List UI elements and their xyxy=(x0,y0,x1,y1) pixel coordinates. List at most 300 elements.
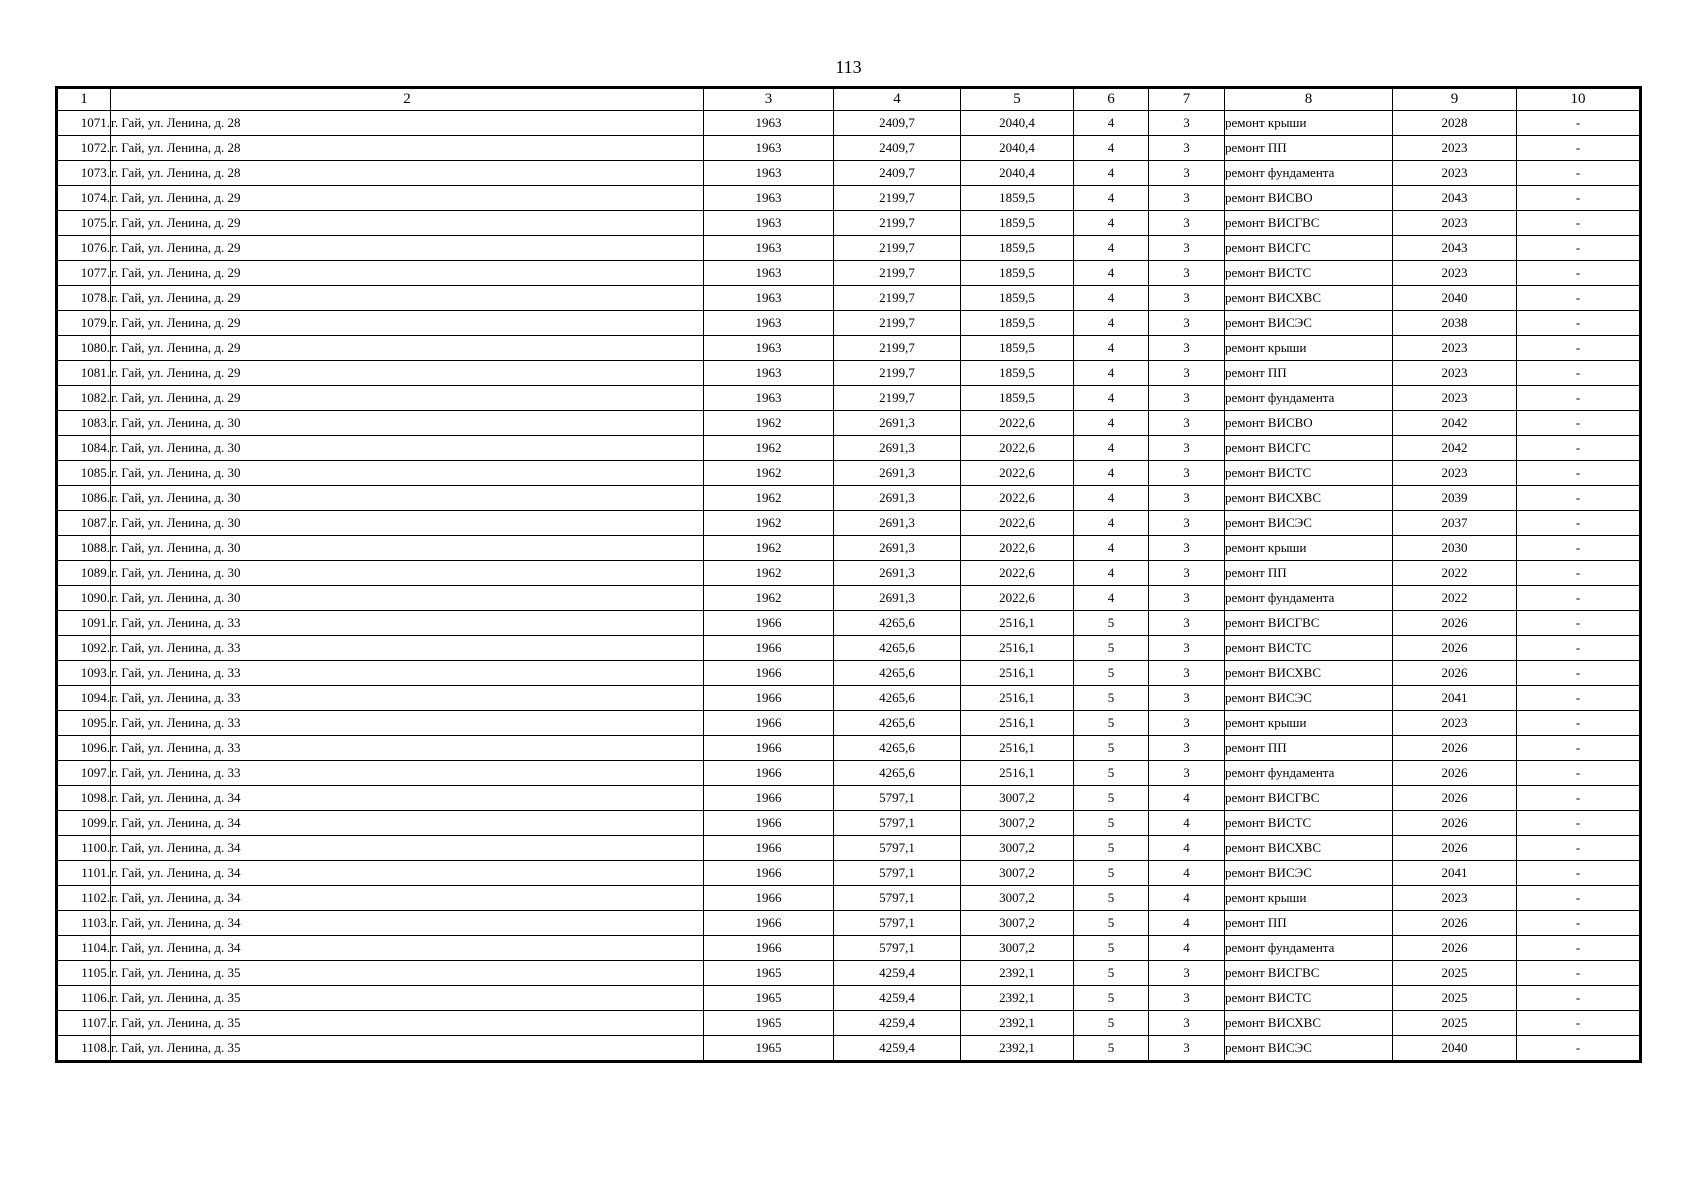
address-cell: г. Гай, ул. Ленина, д. 34 xyxy=(111,836,704,861)
total-area-cell: 4265,6 xyxy=(834,736,961,761)
address-cell: г. Гай, ул. Ленина, д. 35 xyxy=(111,986,704,1011)
year-built-cell: 1966 xyxy=(704,611,834,636)
note-cell: - xyxy=(1517,686,1640,711)
living-area-cell: 3007,2 xyxy=(961,936,1074,961)
floors-cell: 4 xyxy=(1074,261,1149,286)
work-type-cell: ремонт фундамента xyxy=(1225,586,1393,611)
year-built-cell: 1963 xyxy=(704,136,834,161)
living-area-cell: 3007,2 xyxy=(961,836,1074,861)
total-area-cell: 4265,6 xyxy=(834,761,961,786)
work-type-cell: ремонт крыши xyxy=(1225,886,1393,911)
column-header: 5 xyxy=(961,89,1074,111)
floors-cell: 4 xyxy=(1074,561,1149,586)
work-type-cell: ремонт ВИСТС xyxy=(1225,986,1393,1011)
address-cell: г. Гай, ул. Ленина, д. 29 xyxy=(111,236,704,261)
total-area-cell: 2691,3 xyxy=(834,436,961,461)
total-area-cell: 2691,3 xyxy=(834,586,961,611)
note-cell: - xyxy=(1517,586,1640,611)
year-built-cell: 1965 xyxy=(704,986,834,1011)
living-area-cell: 2516,1 xyxy=(961,661,1074,686)
address-cell: г. Гай, ул. Ленина, д. 30 xyxy=(111,586,704,611)
note-cell: - xyxy=(1517,111,1640,136)
work-type-cell: ремонт ВИСХВС xyxy=(1225,286,1393,311)
column-header: 1 xyxy=(58,89,111,111)
row-number-cell: 1104. xyxy=(58,936,111,961)
total-area-cell: 5797,1 xyxy=(834,811,961,836)
total-area-cell: 2199,7 xyxy=(834,311,961,336)
year-built-cell: 1965 xyxy=(704,1036,834,1061)
entrances-cell: 3 xyxy=(1149,136,1225,161)
living-area-cell: 2516,1 xyxy=(961,761,1074,786)
entrances-cell: 3 xyxy=(1149,561,1225,586)
floors-cell: 4 xyxy=(1074,586,1149,611)
planned-year-cell: 2026 xyxy=(1393,786,1517,811)
total-area-cell: 4259,4 xyxy=(834,961,961,986)
planned-year-cell: 2026 xyxy=(1393,736,1517,761)
row-number-cell: 1078. xyxy=(58,286,111,311)
work-type-cell: ремонт ВИСЭС xyxy=(1225,1036,1393,1061)
table-row xyxy=(58,211,1640,236)
note-cell: - xyxy=(1517,386,1640,411)
year-built-cell: 1962 xyxy=(704,561,834,586)
planned-year-cell: 2023 xyxy=(1393,711,1517,736)
entrances-cell: 3 xyxy=(1149,336,1225,361)
row-number-cell: 1083. xyxy=(58,411,111,436)
floors-cell: 4 xyxy=(1074,136,1149,161)
address-cell: г. Гай, ул. Ленина, д. 30 xyxy=(111,461,704,486)
note-cell: - xyxy=(1517,611,1640,636)
entrances-cell: 3 xyxy=(1149,511,1225,536)
living-area-cell: 2022,6 xyxy=(961,586,1074,611)
table-row xyxy=(58,911,1640,936)
planned-year-cell: 2025 xyxy=(1393,986,1517,1011)
total-area-cell: 2199,7 xyxy=(834,186,961,211)
entrances-cell: 3 xyxy=(1149,986,1225,1011)
note-cell: - xyxy=(1517,961,1640,986)
floors-cell: 5 xyxy=(1074,836,1149,861)
entrances-cell: 3 xyxy=(1149,661,1225,686)
entrances-cell: 4 xyxy=(1149,911,1225,936)
row-number-cell: 1089. xyxy=(58,561,111,586)
table-row xyxy=(58,961,1640,986)
year-built-cell: 1963 xyxy=(704,111,834,136)
planned-year-cell: 2023 xyxy=(1393,136,1517,161)
work-type-cell: ремонт ВИСВО xyxy=(1225,411,1393,436)
planned-year-cell: 2037 xyxy=(1393,511,1517,536)
address-cell: г. Гай, ул. Ленина, д. 35 xyxy=(111,1011,704,1036)
work-type-cell: ремонт фундамента xyxy=(1225,386,1393,411)
planned-year-cell: 2025 xyxy=(1393,961,1517,986)
living-area-cell: 1859,5 xyxy=(961,211,1074,236)
year-built-cell: 1966 xyxy=(704,886,834,911)
total-area-cell: 2199,7 xyxy=(834,386,961,411)
year-built-cell: 1963 xyxy=(704,236,834,261)
planned-year-cell: 2023 xyxy=(1393,161,1517,186)
total-area-cell: 4265,6 xyxy=(834,711,961,736)
total-area-cell: 5797,1 xyxy=(834,861,961,886)
work-type-cell: ремонт ВИСТС xyxy=(1225,261,1393,286)
row-number-cell: 1108. xyxy=(58,1036,111,1061)
entrances-cell: 3 xyxy=(1149,111,1225,136)
table-row xyxy=(58,611,1640,636)
floors-cell: 4 xyxy=(1074,536,1149,561)
living-area-cell: 3007,2 xyxy=(961,786,1074,811)
work-type-cell: ремонт ВИСХВС xyxy=(1225,836,1393,861)
work-type-cell: ремонт ВИСГВС xyxy=(1225,786,1393,811)
address-cell: г. Гай, ул. Ленина, д. 29 xyxy=(111,386,704,411)
living-area-cell: 2022,6 xyxy=(961,461,1074,486)
work-type-cell: ремонт ПП xyxy=(1225,361,1393,386)
address-cell: г. Гай, ул. Ленина, д. 29 xyxy=(111,311,704,336)
floors-cell: 4 xyxy=(1074,436,1149,461)
address-cell: г. Гай, ул. Ленина, д. 33 xyxy=(111,636,704,661)
row-number-cell: 1085. xyxy=(58,461,111,486)
address-cell: г. Гай, ул. Ленина, д. 30 xyxy=(111,411,704,436)
total-area-cell: 2691,3 xyxy=(834,561,961,586)
entrances-cell: 3 xyxy=(1149,236,1225,261)
row-number-cell: 1079. xyxy=(58,311,111,336)
floors-cell: 5 xyxy=(1074,736,1149,761)
address-cell: г. Гай, ул. Ленина, д. 33 xyxy=(111,686,704,711)
address-cell: г. Гай, ул. Ленина, д. 33 xyxy=(111,761,704,786)
row-number-cell: 1096. xyxy=(58,736,111,761)
work-type-cell: ремонт фундамента xyxy=(1225,936,1393,961)
total-area-cell: 2199,7 xyxy=(834,286,961,311)
living-area-cell: 1859,5 xyxy=(961,286,1074,311)
total-area-cell: 2199,7 xyxy=(834,211,961,236)
floors-cell: 5 xyxy=(1074,661,1149,686)
note-cell: - xyxy=(1517,936,1640,961)
year-built-cell: 1963 xyxy=(704,361,834,386)
address-cell: г. Гай, ул. Ленина, д. 34 xyxy=(111,786,704,811)
floors-cell: 5 xyxy=(1074,711,1149,736)
living-area-cell: 1859,5 xyxy=(961,311,1074,336)
work-type-cell: ремонт крыши xyxy=(1225,711,1393,736)
entrances-cell: 3 xyxy=(1149,1036,1225,1061)
living-area-cell: 2392,1 xyxy=(961,986,1074,1011)
total-area-cell: 2409,7 xyxy=(834,111,961,136)
living-area-cell: 2022,6 xyxy=(961,436,1074,461)
repair-schedule-table xyxy=(57,88,1640,1061)
work-type-cell: ремонт ВИСЭС xyxy=(1225,686,1393,711)
note-cell: - xyxy=(1517,511,1640,536)
entrances-cell: 4 xyxy=(1149,861,1225,886)
address-cell: г. Гай, ул. Ленина, д. 34 xyxy=(111,861,704,886)
row-number-cell: 1082. xyxy=(58,386,111,411)
planned-year-cell: 2022 xyxy=(1393,561,1517,586)
entrances-cell: 3 xyxy=(1149,536,1225,561)
note-cell: - xyxy=(1517,411,1640,436)
work-type-cell: ремонт ВИСХВС xyxy=(1225,486,1393,511)
planned-year-cell: 2026 xyxy=(1393,911,1517,936)
row-number-cell: 1093. xyxy=(58,661,111,686)
living-area-cell: 1859,5 xyxy=(961,261,1074,286)
living-area-cell: 1859,5 xyxy=(961,386,1074,411)
column-header: 4 xyxy=(834,89,961,111)
living-area-cell: 2022,6 xyxy=(961,411,1074,436)
year-built-cell: 1966 xyxy=(704,936,834,961)
year-built-cell: 1962 xyxy=(704,486,834,511)
entrances-cell: 3 xyxy=(1149,211,1225,236)
work-type-cell: ремонт крыши xyxy=(1225,111,1393,136)
planned-year-cell: 2026 xyxy=(1393,836,1517,861)
table-row xyxy=(58,586,1640,611)
column-header: 8 xyxy=(1225,89,1393,111)
table-row xyxy=(58,861,1640,886)
planned-year-cell: 2023 xyxy=(1393,336,1517,361)
total-area-cell: 2409,7 xyxy=(834,136,961,161)
floors-cell: 5 xyxy=(1074,786,1149,811)
work-type-cell: ремонт ВИСЭС xyxy=(1225,861,1393,886)
note-cell: - xyxy=(1517,461,1640,486)
address-cell: г. Гай, ул. Ленина, д. 28 xyxy=(111,111,704,136)
year-built-cell: 1965 xyxy=(704,1011,834,1036)
table-row xyxy=(58,661,1640,686)
address-cell: г. Гай, ул. Ленина, д. 34 xyxy=(111,936,704,961)
living-area-cell: 3007,2 xyxy=(961,911,1074,936)
address-cell: г. Гай, ул. Ленина, д. 34 xyxy=(111,886,704,911)
row-number-cell: 1103. xyxy=(58,911,111,936)
table-row xyxy=(58,361,1640,386)
total-area-cell: 2199,7 xyxy=(834,361,961,386)
table-row xyxy=(58,261,1640,286)
address-cell: г. Гай, ул. Ленина, д. 30 xyxy=(111,436,704,461)
work-type-cell: ремонт ВИСГС xyxy=(1225,436,1393,461)
note-cell: - xyxy=(1517,186,1640,211)
total-area-cell: 4265,6 xyxy=(834,661,961,686)
floors-cell: 4 xyxy=(1074,111,1149,136)
address-cell: г. Гай, ул. Ленина, д. 34 xyxy=(111,811,704,836)
row-number-cell: 1097. xyxy=(58,761,111,786)
living-area-cell: 1859,5 xyxy=(961,336,1074,361)
note-cell: - xyxy=(1517,736,1640,761)
planned-year-cell: 2042 xyxy=(1393,436,1517,461)
note-cell: - xyxy=(1517,636,1640,661)
living-area-cell: 1859,5 xyxy=(961,186,1074,211)
column-number-header-row xyxy=(58,89,1640,111)
work-type-cell: ремонт ВИСВО xyxy=(1225,186,1393,211)
floors-cell: 4 xyxy=(1074,186,1149,211)
living-area-cell: 2516,1 xyxy=(961,611,1074,636)
entrances-cell: 4 xyxy=(1149,836,1225,861)
work-type-cell: ремонт ВИСГС xyxy=(1225,236,1393,261)
planned-year-cell: 2028 xyxy=(1393,111,1517,136)
entrances-cell: 3 xyxy=(1149,311,1225,336)
row-number-cell: 1076. xyxy=(58,236,111,261)
work-type-cell: ремонт ВИСГВС xyxy=(1225,961,1393,986)
year-built-cell: 1963 xyxy=(704,286,834,311)
floors-cell: 5 xyxy=(1074,1011,1149,1036)
year-built-cell: 1966 xyxy=(704,711,834,736)
row-number-cell: 1091. xyxy=(58,611,111,636)
total-area-cell: 2691,3 xyxy=(834,511,961,536)
work-type-cell: ремонт ВИСГВС xyxy=(1225,211,1393,236)
row-number-cell: 1071. xyxy=(58,111,111,136)
column-header: 9 xyxy=(1393,89,1517,111)
entrances-cell: 3 xyxy=(1149,961,1225,986)
entrances-cell: 3 xyxy=(1149,711,1225,736)
entrances-cell: 3 xyxy=(1149,686,1225,711)
row-number-cell: 1073. xyxy=(58,161,111,186)
table-row xyxy=(58,936,1640,961)
entrances-cell: 3 xyxy=(1149,1011,1225,1036)
note-cell: - xyxy=(1517,361,1640,386)
entrances-cell: 3 xyxy=(1149,361,1225,386)
year-built-cell: 1963 xyxy=(704,311,834,336)
floors-cell: 5 xyxy=(1074,761,1149,786)
row-number-cell: 1077. xyxy=(58,261,111,286)
entrances-cell: 4 xyxy=(1149,936,1225,961)
note-cell: - xyxy=(1517,236,1640,261)
year-built-cell: 1963 xyxy=(704,186,834,211)
total-area-cell: 4265,6 xyxy=(834,611,961,636)
total-area-cell: 5797,1 xyxy=(834,936,961,961)
table-row xyxy=(58,561,1640,586)
note-cell: - xyxy=(1517,761,1640,786)
floors-cell: 4 xyxy=(1074,386,1149,411)
column-header: 6 xyxy=(1074,89,1149,111)
address-cell: г. Гай, ул. Ленина, д. 35 xyxy=(111,1036,704,1061)
planned-year-cell: 2041 xyxy=(1393,861,1517,886)
row-number-cell: 1086. xyxy=(58,486,111,511)
address-cell: г. Гай, ул. Ленина, д. 34 xyxy=(111,911,704,936)
note-cell: - xyxy=(1517,986,1640,1011)
work-type-cell: ремонт ВИСЭС xyxy=(1225,311,1393,336)
living-area-cell: 3007,2 xyxy=(961,811,1074,836)
row-number-cell: 1094. xyxy=(58,686,111,711)
table-row xyxy=(58,636,1640,661)
work-type-cell: ремонт ВИСЭС xyxy=(1225,511,1393,536)
row-number-cell: 1105. xyxy=(58,961,111,986)
row-number-cell: 1107. xyxy=(58,1011,111,1036)
table-row xyxy=(58,286,1640,311)
year-built-cell: 1965 xyxy=(704,961,834,986)
address-cell: г. Гай, ул. Ленина, д. 30 xyxy=(111,536,704,561)
table-row xyxy=(58,711,1640,736)
address-cell: г. Гай, ул. Ленина, д. 29 xyxy=(111,286,704,311)
column-header: 7 xyxy=(1149,89,1225,111)
year-built-cell: 1962 xyxy=(704,536,834,561)
living-area-cell: 2040,4 xyxy=(961,136,1074,161)
planned-year-cell: 2023 xyxy=(1393,461,1517,486)
total-area-cell: 2199,7 xyxy=(834,336,961,361)
work-type-cell: ремонт ВИСТС xyxy=(1225,461,1393,486)
floors-cell: 4 xyxy=(1074,411,1149,436)
living-area-cell: 2516,1 xyxy=(961,686,1074,711)
work-type-cell: ремонт ПП xyxy=(1225,561,1393,586)
address-cell: г. Гай, ул. Ленина, д. 30 xyxy=(111,561,704,586)
work-type-cell: ремонт ВИСГВС xyxy=(1225,611,1393,636)
note-cell: - xyxy=(1517,161,1640,186)
floors-cell: 5 xyxy=(1074,986,1149,1011)
total-area-cell: 2691,3 xyxy=(834,536,961,561)
planned-year-cell: 2026 xyxy=(1393,811,1517,836)
floors-cell: 5 xyxy=(1074,611,1149,636)
work-type-cell: ремонт ВИСХВС xyxy=(1225,1011,1393,1036)
table-row xyxy=(58,311,1640,336)
address-cell: г. Гай, ул. Ленина, д. 29 xyxy=(111,211,704,236)
work-type-cell: ремонт ВИСТС xyxy=(1225,811,1393,836)
year-built-cell: 1966 xyxy=(704,861,834,886)
year-built-cell: 1963 xyxy=(704,211,834,236)
entrances-cell: 3 xyxy=(1149,611,1225,636)
column-header: 3 xyxy=(704,89,834,111)
column-header: 2 xyxy=(111,89,704,111)
floors-cell: 5 xyxy=(1074,636,1149,661)
row-number-cell: 1081. xyxy=(58,361,111,386)
year-built-cell: 1962 xyxy=(704,436,834,461)
table-row xyxy=(58,411,1640,436)
living-area-cell: 2392,1 xyxy=(961,961,1074,986)
table-row xyxy=(58,536,1640,561)
address-cell: г. Гай, ул. Ленина, д. 28 xyxy=(111,161,704,186)
year-built-cell: 1963 xyxy=(704,336,834,361)
floors-cell: 5 xyxy=(1074,861,1149,886)
row-number-cell: 1072. xyxy=(58,136,111,161)
table-row xyxy=(58,836,1640,861)
address-cell: г. Гай, ул. Ленина, д. 33 xyxy=(111,711,704,736)
row-number-cell: 1101. xyxy=(58,861,111,886)
row-number-cell: 1092. xyxy=(58,636,111,661)
note-cell: - xyxy=(1517,436,1640,461)
table-row xyxy=(58,736,1640,761)
floors-cell: 4 xyxy=(1074,311,1149,336)
table-row xyxy=(58,386,1640,411)
entrances-cell: 3 xyxy=(1149,636,1225,661)
note-cell: - xyxy=(1517,486,1640,511)
note-cell: - xyxy=(1517,311,1640,336)
living-area-cell: 1859,5 xyxy=(961,361,1074,386)
living-area-cell: 2516,1 xyxy=(961,711,1074,736)
entrances-cell: 3 xyxy=(1149,461,1225,486)
work-type-cell: ремонт фундамента xyxy=(1225,161,1393,186)
living-area-cell: 2392,1 xyxy=(961,1011,1074,1036)
total-area-cell: 2199,7 xyxy=(834,261,961,286)
entrances-cell: 3 xyxy=(1149,286,1225,311)
entrances-cell: 3 xyxy=(1149,486,1225,511)
row-number-cell: 1088. xyxy=(58,536,111,561)
living-area-cell: 2022,6 xyxy=(961,486,1074,511)
work-type-cell: ремонт ПП xyxy=(1225,911,1393,936)
table-row xyxy=(58,111,1640,136)
note-cell: - xyxy=(1517,561,1640,586)
living-area-cell: 2516,1 xyxy=(961,736,1074,761)
row-number-cell: 1099. xyxy=(58,811,111,836)
table-body xyxy=(58,111,1640,1061)
floors-cell: 4 xyxy=(1074,511,1149,536)
work-type-cell: ремонт ПП xyxy=(1225,736,1393,761)
year-built-cell: 1966 xyxy=(704,811,834,836)
floors-cell: 5 xyxy=(1074,811,1149,836)
work-type-cell: ремонт фундамента xyxy=(1225,761,1393,786)
planned-year-cell: 2041 xyxy=(1393,686,1517,711)
floors-cell: 4 xyxy=(1074,486,1149,511)
planned-year-cell: 2040 xyxy=(1393,286,1517,311)
planned-year-cell: 2043 xyxy=(1393,186,1517,211)
note-cell: - xyxy=(1517,211,1640,236)
entrances-cell: 4 xyxy=(1149,886,1225,911)
living-area-cell: 2516,1 xyxy=(961,636,1074,661)
row-number-cell: 1100. xyxy=(58,836,111,861)
row-number-cell: 1084. xyxy=(58,436,111,461)
row-number-cell: 1087. xyxy=(58,511,111,536)
table-row xyxy=(58,686,1640,711)
floors-cell: 4 xyxy=(1074,336,1149,361)
note-cell: - xyxy=(1517,786,1640,811)
living-area-cell: 2040,4 xyxy=(961,111,1074,136)
planned-year-cell: 2039 xyxy=(1393,486,1517,511)
floors-cell: 4 xyxy=(1074,286,1149,311)
